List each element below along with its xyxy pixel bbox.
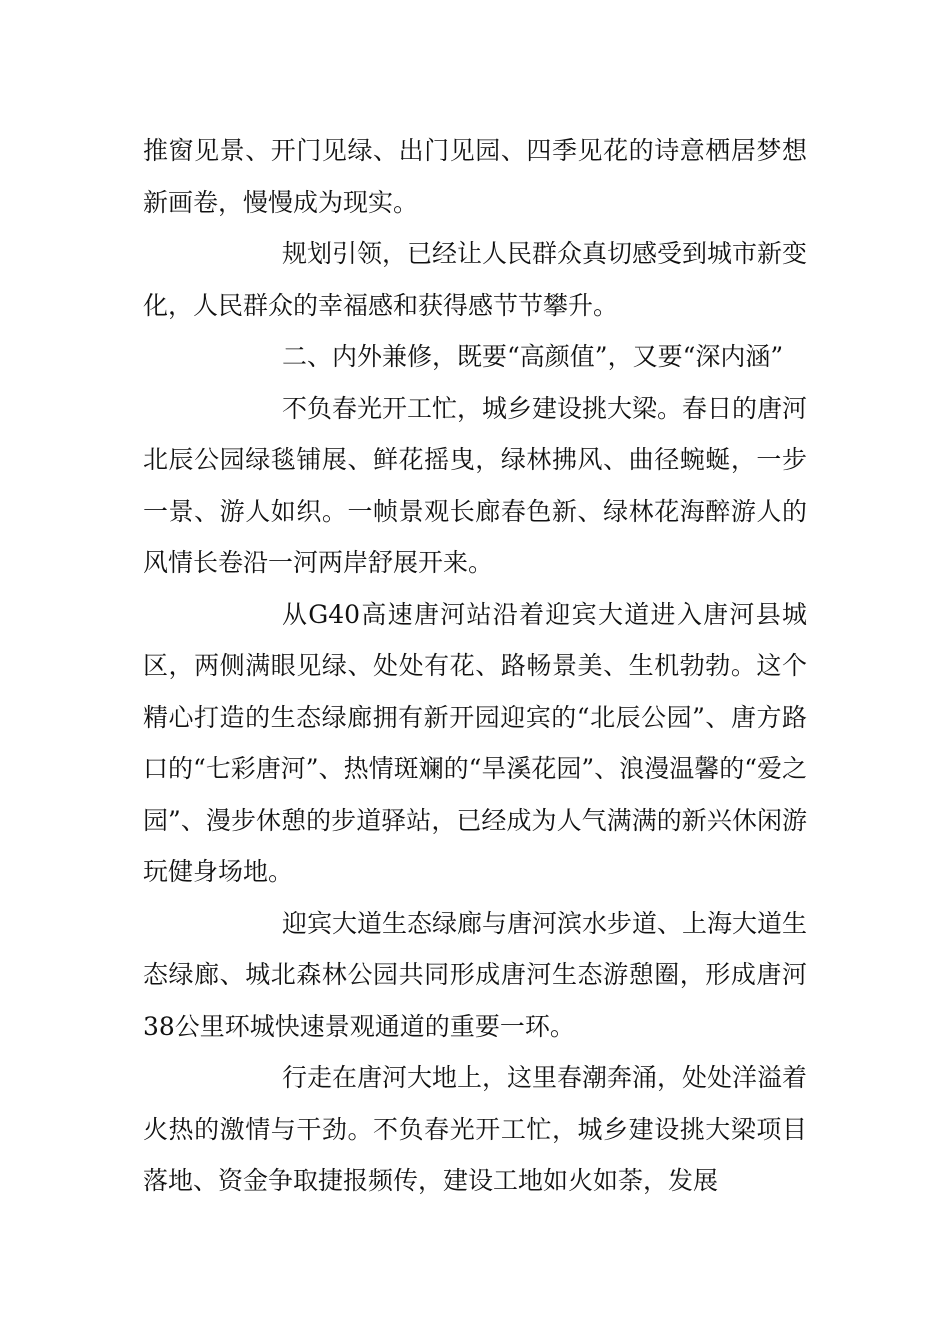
paragraph: 不负春光开工忙，城乡建设挑大梁。春日的唐河北辰公园绿毯铺展、鲜花摇曳，绿林拂风、曲径蜿蜒，一步一景、游人如织。一帧景观长廊春色新、绿林花海醉游人的风情长卷沿一河两岸舒展开来。 <box>143 393 808 577</box>
section-heading: 二、内外兼修，既要“高颜值”，又要“深内涵” <box>282 342 784 371</box>
document-body <box>143 125 807 1207</box>
paragraph: 从G40高速唐河站沿着迎宾大道进入唐河县城区，两侧满眼见绿、处处有花、路畅景美、生机勃勃。这个精心打造的生态绿廊拥有新开园迎宾的“北辰公园”、唐方路口的“七彩唐河”、热情斑斓的“旱溪花园”、浪漫温馨的“爱之园”、漫步休憩的步道驿站，已经成为人气满满的新兴休闲游玩健身场地。 <box>143 599 807 886</box>
paragraph: 规划引领，已经让人民群众真切感受到城市新变化，人民群众的幸福感和获得感节节攀升。 <box>143 239 808 320</box>
paragraph: 行走在唐河大地上，这里春潮奔涌，处处洋溢着火热的激情与干劲。不负春光开工忙，城乡建设挑大梁项目落地、资金争取捷报频传，建设工地如火如荼，发展 <box>143 1063 808 1195</box>
paragraph: 迎宾大道生态绿廊与唐河滨水步道、上海大道生态绿廊、城北森林公园共同形成唐河生态游憩圈，形成唐河38公里环城快速景观通道的重要一环。 <box>143 908 808 1041</box>
paragraph-continuation: 推窗见景、开门见绿、出门见园、四季见花的诗意栖居梦想新画卷，慢慢成为现实。 <box>143 136 807 217</box>
